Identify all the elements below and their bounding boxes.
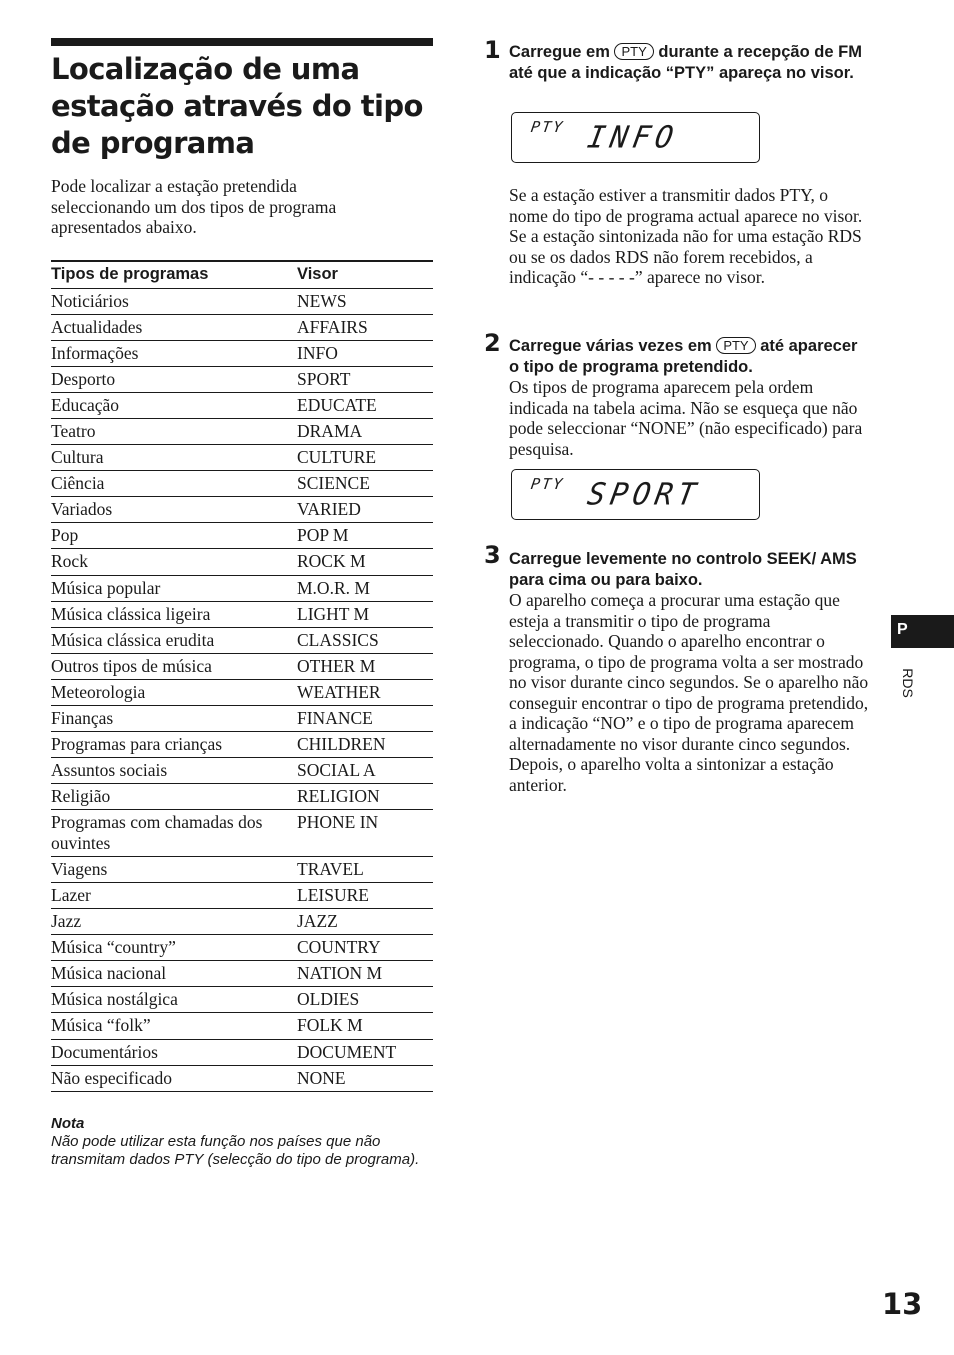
- lcd-program-type: SPORT: [584, 476, 704, 512]
- program-type-cell: Música “folk”: [51, 1015, 151, 1036]
- display-code-cell: NONE: [297, 1067, 346, 1088]
- display-code-cell: WEATHER: [297, 681, 381, 702]
- program-type-cell: Informações: [51, 342, 139, 363]
- table-row: [51, 856, 433, 882]
- table-row: [51, 575, 433, 601]
- table-row: [51, 1065, 433, 1091]
- display-code-cell: DRAMA: [297, 420, 363, 441]
- section-tab-letter: P: [897, 621, 908, 638]
- table-row: [51, 732, 433, 758]
- step-2-number: 2: [484, 329, 501, 357]
- program-type-cell: Actualidades: [51, 316, 143, 337]
- display-illustration-info: [511, 112, 760, 163]
- lcd-pty-indicator: PTY: [529, 118, 566, 136]
- note-text: Não pode utilizar esta função nos países que não transmitam dados PTY (selecção do tipo de programa).: [51, 1133, 420, 1168]
- table-row: [51, 758, 433, 784]
- program-type-cell: Variados: [51, 499, 113, 520]
- display-code-cell: CHILDREN: [297, 734, 386, 755]
- display-illustration-sport: [511, 469, 760, 520]
- display-code-cell: TRAVEL: [297, 858, 364, 879]
- table-row: [51, 366, 433, 392]
- program-type-cell: Jazz: [51, 911, 82, 932]
- step-1-body: Se a estação estiver a transmitir dados PTY, o nome do tipo de programa actual aparece no visor. Se a estação sintonizada não for uma estação RDS ou se os dados RDS não forem recebidos, a indicação “- - - - -” aparece no visor.: [509, 185, 863, 287]
- table-row: [51, 987, 433, 1013]
- program-type-cell: Música nostálgica: [51, 989, 178, 1010]
- program-type-cell: Noticiários: [51, 290, 129, 311]
- program-type-cell: Música “country”: [51, 937, 176, 958]
- program-type-cell: Pop: [51, 525, 79, 546]
- display-code-cell: SPORT: [297, 368, 351, 389]
- program-type-cell: Música clássica erudita: [51, 629, 215, 650]
- program-type-cell: Outros tipos de música: [51, 655, 212, 676]
- table-row: [51, 909, 433, 935]
- display-code-cell: INFO: [297, 342, 338, 363]
- step-2-heading-start: Carregue várias vezes em: [509, 337, 712, 355]
- display-code-cell: CLASSICS: [297, 629, 379, 650]
- note-heading: Nota: [51, 1115, 85, 1132]
- step-3-heading: Carregue levemente no controlo SEEK/ AMS para cima ou para baixo.: [509, 550, 857, 589]
- table-row: [51, 340, 433, 366]
- display-code-cell: ROCK M: [297, 551, 366, 572]
- program-type-cell: Música popular: [51, 577, 161, 598]
- display-code-cell: SOCIAL A: [297, 760, 376, 781]
- program-type-table: [51, 260, 433, 1092]
- program-type-cell: Não especificado: [51, 1067, 172, 1088]
- step-1-heading: [509, 42, 869, 83]
- program-type-cell: Música nacional: [51, 963, 167, 984]
- table-row: [51, 549, 433, 575]
- display-code-cell: FOLK M: [297, 1015, 363, 1036]
- display-code-cell: LEISURE: [297, 884, 369, 905]
- program-type-cell: Finanças: [51, 708, 114, 728]
- section-tab-label: RDS: [900, 668, 916, 698]
- table-row: [51, 392, 433, 418]
- display-code-cell: EDUCATE: [297, 394, 377, 415]
- table-row: [51, 679, 433, 705]
- program-type-cell: Rock: [51, 551, 88, 572]
- display-code-cell: FINANCE: [297, 708, 373, 728]
- display-code-cell: RELIGION: [297, 786, 380, 807]
- column-header-program-type: Tipos de programas: [51, 265, 209, 284]
- table-row: [51, 1013, 433, 1039]
- lcd-program-type: INFO: [584, 119, 681, 155]
- table-row: [51, 653, 433, 679]
- program-type-cell: Documentários: [51, 1041, 158, 1062]
- program-type-cell: Assuntos sociais: [51, 760, 168, 781]
- display-code-cell: SCIENCE: [297, 473, 370, 494]
- table-row: [51, 961, 433, 987]
- display-code-cell: VARIED: [297, 499, 361, 520]
- program-type-cell: Educação: [51, 394, 120, 415]
- table-row: [51, 523, 433, 549]
- display-code-cell: OTHER M: [297, 655, 376, 676]
- program-type-cell: Ciência: [51, 473, 105, 494]
- section-title: Localização de uma estação através do tipo de programa: [51, 52, 423, 160]
- display-code-cell: COUNTRY: [297, 937, 381, 958]
- program-type-cell: Teatro: [51, 420, 96, 441]
- display-code-cell: M.O.R. M: [297, 577, 370, 598]
- program-type-cell: Desporto: [51, 368, 116, 389]
- table-row: [51, 418, 433, 444]
- page-number: 13: [882, 1287, 923, 1321]
- table-body: [51, 288, 433, 1091]
- display-code-cell: OLDIES: [297, 989, 360, 1010]
- table-row: [51, 882, 433, 908]
- display-code-cell: AFFAIRS: [297, 316, 368, 337]
- program-type-cell: Música clássica ligeira: [51, 603, 211, 624]
- step-1-heading-end: durante a recepção de FM até que a indicação “PTY” apareça no visor.: [509, 43, 862, 82]
- pty-key-label: PTY: [614, 43, 653, 60]
- table-row: [51, 497, 433, 523]
- column-header-display: Visor: [297, 265, 338, 284]
- display-code-cell: DOCUMENT: [297, 1041, 397, 1062]
- pty-key-label: PTY: [716, 337, 755, 354]
- step-3-number: 3: [484, 541, 501, 569]
- program-type-cell: Meteorologia: [51, 681, 146, 702]
- title-rule: [51, 38, 433, 46]
- table-row: [51, 935, 433, 961]
- step-1-heading-start: Carregue em: [509, 43, 610, 61]
- program-type-cell: Lazer: [51, 884, 91, 905]
- table-row: [51, 1039, 433, 1065]
- table-header-row: [51, 261, 433, 288]
- table-row: [51, 706, 433, 732]
- table-row: [51, 784, 433, 810]
- program-type-cell: Programas com chamadas dos ouvintes: [51, 812, 263, 853]
- display-code-cell: PHONE IN: [297, 812, 379, 833]
- table-row: [51, 471, 433, 497]
- table-row: [51, 810, 433, 857]
- display-code-cell: NATION M: [297, 963, 383, 984]
- table-row: [51, 314, 433, 340]
- table-row: [51, 445, 433, 471]
- display-code-cell: POP M: [297, 525, 349, 546]
- step-1-number: 1: [484, 36, 501, 64]
- program-type-cell: Viagens: [51, 858, 108, 879]
- program-type-cell: Cultura: [51, 447, 104, 468]
- step-3-body: O aparelho começa a procurar uma estação que esteja a transmitir o tipo de programa seleccionado. Quando o aparelho encontrar o programa, o tipo de programa volta a ser mostrado no visor durante cinco segundos. Se o aparelho não conseguir encontrar o tipo de programa pretendido, a indicação “NO” e o tipo de programa aparecem alternadamente no visor durante cinco segundos. Depois, o aparelho volta a sintonizar a estação anterior.: [509, 590, 869, 795]
- table-row: [51, 627, 433, 653]
- program-type-cell: Programas para crianças: [51, 734, 223, 755]
- program-type-cell: Religião: [51, 786, 111, 807]
- step-2-body: Os tipos de programa aparecem pela ordem indicada na tabela acima. Não se esqueça que não pode seleccionar “NONE” (não especificado) para pesquisa.: [509, 377, 863, 459]
- step-2-heading-end: até aparecer o tipo de programa pretendido.: [509, 337, 858, 376]
- lcd-pty-indicator: PTY: [529, 475, 566, 493]
- display-code-cell: NEWS: [297, 290, 347, 311]
- table-row: [51, 288, 433, 314]
- display-code-cell: CULTURE: [297, 447, 377, 468]
- step-2-heading: [509, 336, 869, 377]
- table-row: [51, 601, 433, 627]
- display-code-cell: JAZZ: [297, 911, 338, 932]
- intro-paragraph: Pode localizar a estação pretendida seleccionando um dos tipos de programa apresentados abaixo.: [51, 176, 337, 237]
- display-code-cell: LIGHT M: [297, 603, 370, 624]
